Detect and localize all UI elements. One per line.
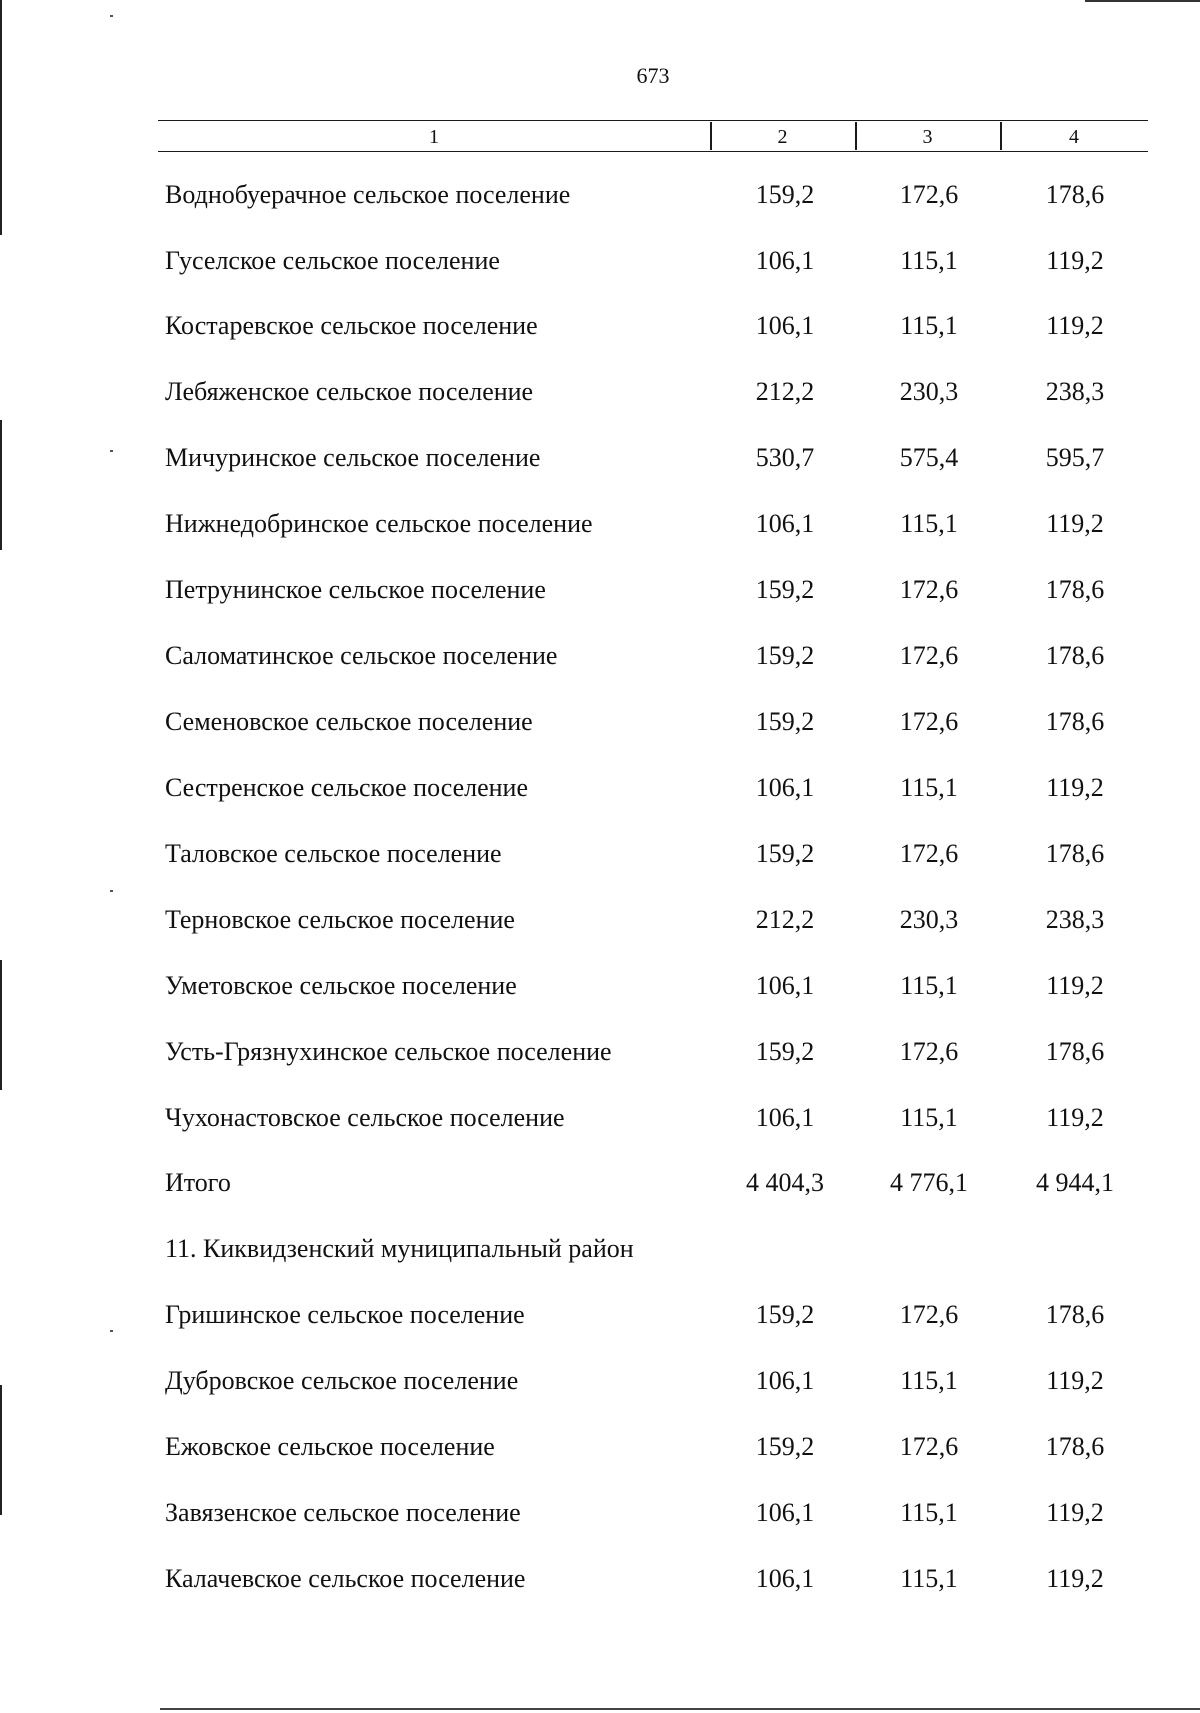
row-value-col2: 106,1 (755, 773, 815, 802)
row-value-col2: 159,2 (755, 1432, 815, 1461)
row-name: Мичуринское сельское поселение (165, 443, 541, 472)
row-value-col2: 212,2 (755, 905, 815, 934)
row-name: Саломатинское сельское поселение (165, 641, 558, 670)
row-value-col2: 159,2 (755, 575, 815, 604)
row-value-col4: 119,2 (1046, 1103, 1104, 1132)
row-value-col4: 4 944,1 (1036, 1168, 1114, 1197)
row-name: Уметовское сельское поселение (165, 971, 517, 1000)
row-value-col3: 172,6 (899, 575, 959, 604)
row-value-col4: 119,2 (1046, 773, 1104, 802)
table-row (0, 575, 1200, 615)
row-value-col4: 119,2 (1046, 311, 1104, 340)
table-row (0, 1037, 1200, 1077)
row-name: Гришинское сельское поселение (165, 1300, 525, 1329)
row-value-col3: 115,1 (900, 1366, 958, 1395)
row-value-col2: 106,1 (755, 1103, 815, 1132)
row-value-col4: 178,6 (1045, 707, 1105, 736)
row-name: Итого (165, 1168, 231, 1197)
row-value-col4: 119,2 (1046, 1564, 1104, 1593)
row-value-col2: 159,2 (755, 180, 815, 209)
row-value-col3: 172,6 (899, 1300, 959, 1329)
row-name: Лебяженское сельское поселение (165, 377, 534, 406)
row-name: Воднобуерачное сельское поселение (165, 180, 571, 209)
table-row (0, 443, 1200, 483)
row-value-col3: 230,3 (899, 377, 959, 406)
table-row (0, 905, 1200, 945)
table-row (0, 773, 1200, 813)
header-col-2: 2 (777, 126, 788, 148)
table-row (0, 1564, 1200, 1604)
table-row-total (0, 1168, 1200, 1208)
row-value-col2: 106,1 (755, 311, 815, 340)
row-value-col3: 115,1 (900, 1103, 958, 1132)
row-name: Чухонастовское сельское поселение (165, 1103, 565, 1132)
table-row (0, 839, 1200, 879)
row-value-col4: 178,6 (1045, 839, 1105, 868)
row-name: Завязенское сельское поселение (165, 1498, 521, 1527)
row-name: Таловское сельское поселение (165, 839, 502, 868)
row-value-col2: 159,2 (755, 1037, 815, 1066)
row-name: Костаревское сельское поселение (165, 311, 538, 340)
table-header (158, 120, 1148, 152)
row-value-col2: 212,2 (755, 377, 815, 406)
table-row (0, 1300, 1200, 1340)
row-value-col3: 115,1 (900, 311, 958, 340)
table-row (0, 1432, 1200, 1472)
row-value-col4: 178,6 (1045, 1300, 1105, 1329)
row-value-col3: 115,1 (900, 1564, 958, 1593)
row-name: Петрунинское сельское поселение (165, 575, 546, 604)
row-name: Ежовское сельское поселение (165, 1432, 495, 1461)
table-row (0, 707, 1200, 747)
row-name: Сестренское сельское поселение (165, 773, 529, 802)
row-name: Терновское сельское поселение (165, 905, 515, 934)
row-value-col3: 115,1 (900, 971, 958, 1000)
row-value-col4: 119,2 (1046, 971, 1104, 1000)
table-row (0, 1103, 1200, 1143)
row-value-col2: 106,1 (755, 1366, 815, 1395)
row-value-col3: 172,6 (899, 839, 959, 868)
row-value-col2: 530,7 (755, 443, 815, 472)
scan-dot (110, 890, 113, 892)
row-value-col3: 172,6 (899, 1037, 959, 1066)
row-value-col3: 575,4 (899, 443, 959, 472)
row-value-col2: 106,1 (755, 971, 815, 1000)
table-row (0, 377, 1200, 417)
row-value-col3: 4 776,1 (890, 1168, 968, 1197)
table-row (0, 1366, 1200, 1406)
row-value-col4: 119,2 (1046, 509, 1104, 538)
row-value-col2: 106,1 (755, 509, 815, 538)
row-value-col3: 172,6 (899, 707, 959, 736)
scan-edge-line (1085, 0, 1200, 2)
scan-dot (110, 15, 113, 17)
row-value-col4: 178,6 (1045, 1037, 1105, 1066)
table-row (0, 641, 1200, 681)
row-value-col3: 172,6 (899, 180, 959, 209)
row-value-col3: 115,1 (900, 246, 958, 275)
row-value-col4: 238,3 (1045, 905, 1105, 934)
row-value-col4: 595,7 (1045, 443, 1105, 472)
row-value-col3: 115,1 (900, 773, 958, 802)
row-value-col4: 178,6 (1045, 575, 1105, 604)
table-row (0, 971, 1200, 1011)
row-name: Семеновское сельское поселение (165, 707, 533, 736)
row-name: Калачевское сельское поселение (165, 1564, 526, 1593)
row-value-col4: 119,2 (1046, 1498, 1104, 1527)
header-col-4: 4 (1069, 126, 1079, 148)
row-name: Гуселское сельское поселение (165, 246, 500, 275)
row-value-col4: 119,2 (1046, 1366, 1104, 1395)
row-value-col3: 172,6 (899, 1432, 959, 1461)
row-value-col3: 115,1 (900, 1498, 958, 1527)
row-value-col2: 159,2 (755, 1300, 815, 1329)
scan-bottom-line (160, 1708, 1200, 1710)
header-col-3: 3 (922, 126, 933, 148)
row-name: 11. Киквидзенский муниципальный район (165, 1234, 634, 1263)
row-value-col3: 115,1 (900, 509, 958, 538)
table-row (0, 509, 1200, 549)
row-value-col4: 238,3 (1045, 377, 1105, 406)
table-row (0, 311, 1200, 351)
row-value-col2: 106,1 (755, 1564, 815, 1593)
table-row (0, 180, 1200, 220)
row-value-col3: 172,6 (899, 641, 959, 670)
row-value-col2: 159,2 (755, 641, 815, 670)
row-value-col2: 4 404,3 (746, 1168, 824, 1197)
row-value-col2: 159,2 (755, 839, 815, 868)
header-col-1: 1 (429, 126, 439, 148)
table-row (0, 1498, 1200, 1538)
row-value-col4: 178,6 (1045, 641, 1105, 670)
row-name: Дубровское сельское поселение (165, 1366, 519, 1395)
table-section-heading (0, 1234, 1200, 1274)
row-value-col3: 230,3 (899, 905, 959, 934)
row-value-col4: 178,6 (1045, 180, 1105, 209)
page-number: 673 (636, 63, 670, 88)
row-value-col4: 119,2 (1046, 246, 1104, 275)
table-row (0, 246, 1200, 286)
row-value-col4: 178,6 (1045, 1432, 1105, 1461)
row-value-col2: 106,1 (755, 1498, 815, 1527)
row-name: Усть-Грязнухинское сельское поселение (165, 1037, 612, 1066)
row-value-col2: 106,1 (755, 246, 815, 275)
row-name: Нижнедобринское сельское поселение (165, 509, 593, 538)
row-value-col2: 159,2 (755, 707, 815, 736)
